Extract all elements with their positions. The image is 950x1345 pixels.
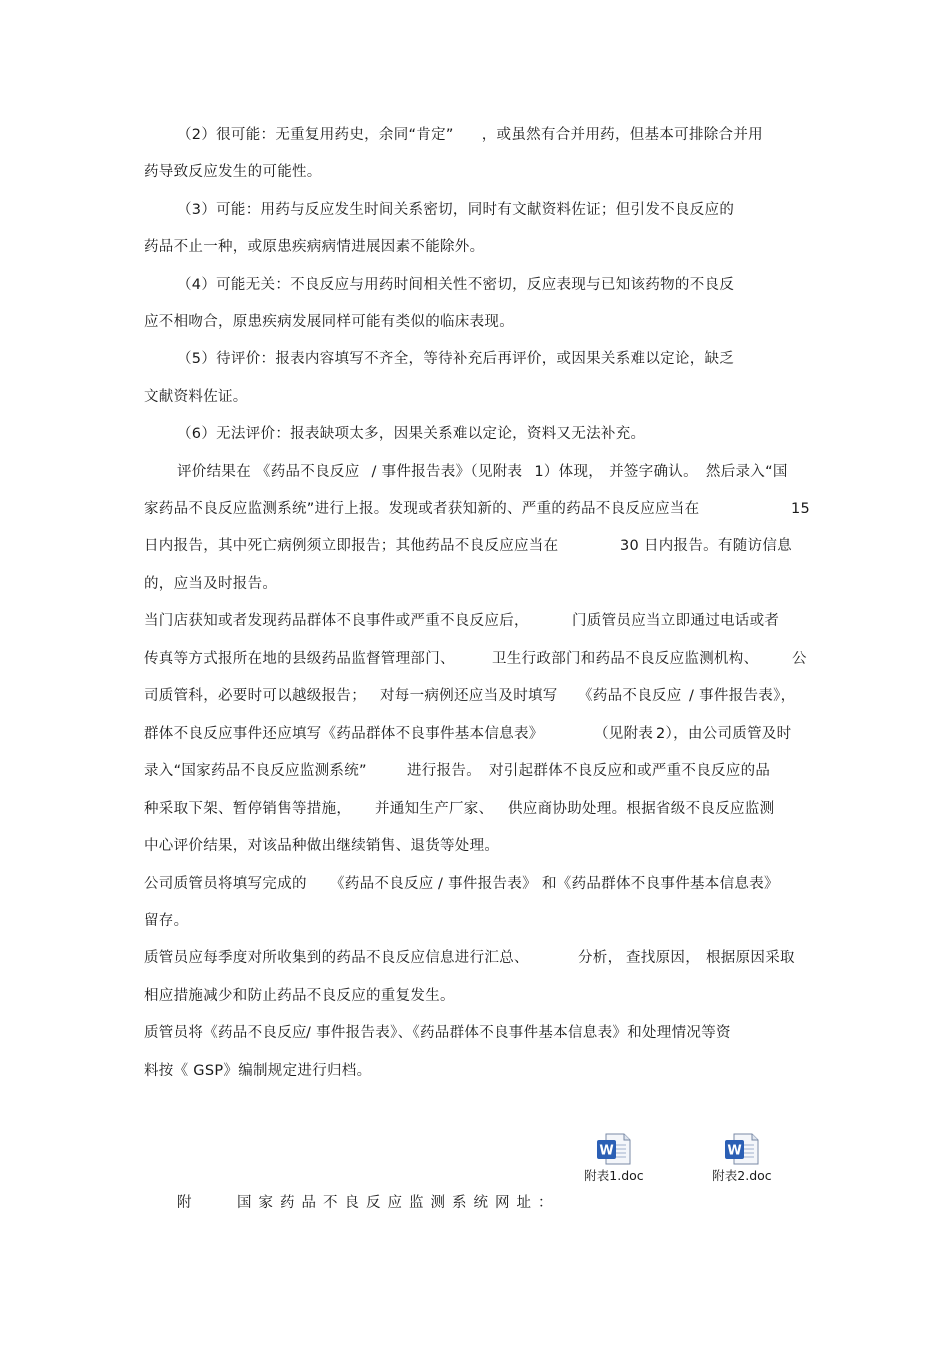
text-line: 供应商协助处理。根据省级不良反应监测 [508,801,775,817]
text-line: 评价结果在 《药品不良反应 / 事件报告表》（见附表 1）体现， 并签字确认。 然后录入“国 [177,464,788,480]
text-line: 群体不良反应事件还应填写《药品群体不良事件基本信息表》 [144,726,544,742]
text-line: 料按《 GSP》编制规定进行归档。 [144,1063,372,1079]
text-line: （5）待评价：报表内容填写不齐全，等待补充后再评价，或因果关系难以定论，缺乏 [177,351,735,367]
text-line: 并通知生产厂家、 [375,801,494,817]
text-line: 留存。 [144,913,189,929]
text-line: （6）无法评价：报表缺项太多，因果关系难以定论，资料又无法补充。 [177,426,646,442]
text-line: 质管员将《药品不良反应 [144,1025,307,1041]
text-line: 相应措施减少和防止药品不良反应的重复发生。 [144,988,455,1004]
text-line: 中心评价结果，对该品种做出继续销售、退货等处理。 [144,838,500,854]
text-line: 应不相吻合，原患疾病发展同样可能有类似的临床表现。 [144,314,514,330]
attachment-doc-2[interactable] [687,1132,797,1184]
text-line: 家药品不良反应监测系统”进行上报。发现或者获知新的、严重的药品不良反应应当在 [144,501,700,517]
text-line: 药品不止一种，或原患疾病病情进展因素不能除外。 [144,239,485,255]
system-url-label: 国家药品不良反应监测系统网址： [237,1195,560,1211]
text-line: 和《药品群体不良事件基本信息表》 [542,876,779,892]
text-line: 《药品不良反应 [330,876,434,892]
svg-text:W: W [727,1143,742,1159]
text-line: 查找原因， [626,950,700,966]
text-line: 文献资料佐证。 [144,389,248,405]
text-line: 《药品不良反应 [578,688,682,704]
text-line: / 事件报告表》 [438,876,537,892]
attachment-doc-1[interactable] [559,1132,669,1184]
text-line: 公司质管员将填写完成的 [144,876,307,892]
text-line: 卫生行政部门和药品不良反应监测机构、 [492,651,759,667]
text-line: 药导致反应发生的可能性。 [144,164,322,180]
appendix-label: 附 [177,1195,192,1211]
text-line: 司质管科，必要时可以越级报告； [144,688,366,704]
text-line: / 事件报告表》， [689,688,796,704]
text-line: 质管员应每季度对所收集到的药品不良反应信息进行汇总、 [144,950,529,966]
text-line: （3）可能：用药与反应发生时间关系密切，同时有文献资料佐证；但引发不良反应的 [177,202,735,218]
word-doc-icon [724,1132,760,1166]
text-line: （2）很可能：无重复用药史，余同“肯定” ，或虽然有合并用药，但基本可排除合并用 [177,127,763,143]
attachment-name: 附表1.doc [584,1168,644,1183]
text-line: 公 [792,651,807,667]
text-line: 进行报告。 [407,763,481,779]
text-line: 门质管员应当立即通过电话或者 [572,613,780,629]
svg-text:W: W [599,1143,614,1159]
text-line: 根据原因采取 [706,950,795,966]
text-line: 日内报告，其中死亡病例须立即报告；其他药品不良反应应当在 [144,538,559,554]
text-line: 对每一病例还应当及时填写 [380,688,558,704]
text-line: / 事件报告表》、《药品群体不良事件基本信息表》和处理情况等资 [306,1025,731,1041]
text-line: 分析， [578,950,623,966]
text-line: （见附表 [594,726,654,742]
text-line: 对引起群体不良反应和或严重不良反应的品 [489,763,771,779]
text-line: 的，应当及时报告。 [144,576,278,592]
word-doc-icon [596,1132,632,1166]
text-line: 15 [791,501,811,517]
text-line: 录入“国家药品不良反应监测系统” [144,763,367,779]
text-line: （4）可能无关：不良反应与用药时间相关性不密切，反应表现与已知该药物的不良反 [177,277,735,293]
text-line: 种采取下架、暂停销售等措施， [144,801,352,817]
text-line: 30 日内报告。有随访信息 [620,538,792,554]
text-line: 当门店获知或者发现药品群体不良事件或严重不良反应后， [144,613,529,629]
text-line: 2），由公司质管及时 [656,726,792,742]
attachment-name: 附表2.doc [712,1168,772,1183]
text-line: 传真等方式报所在地的县级药品监督管理部门、 [144,651,455,667]
